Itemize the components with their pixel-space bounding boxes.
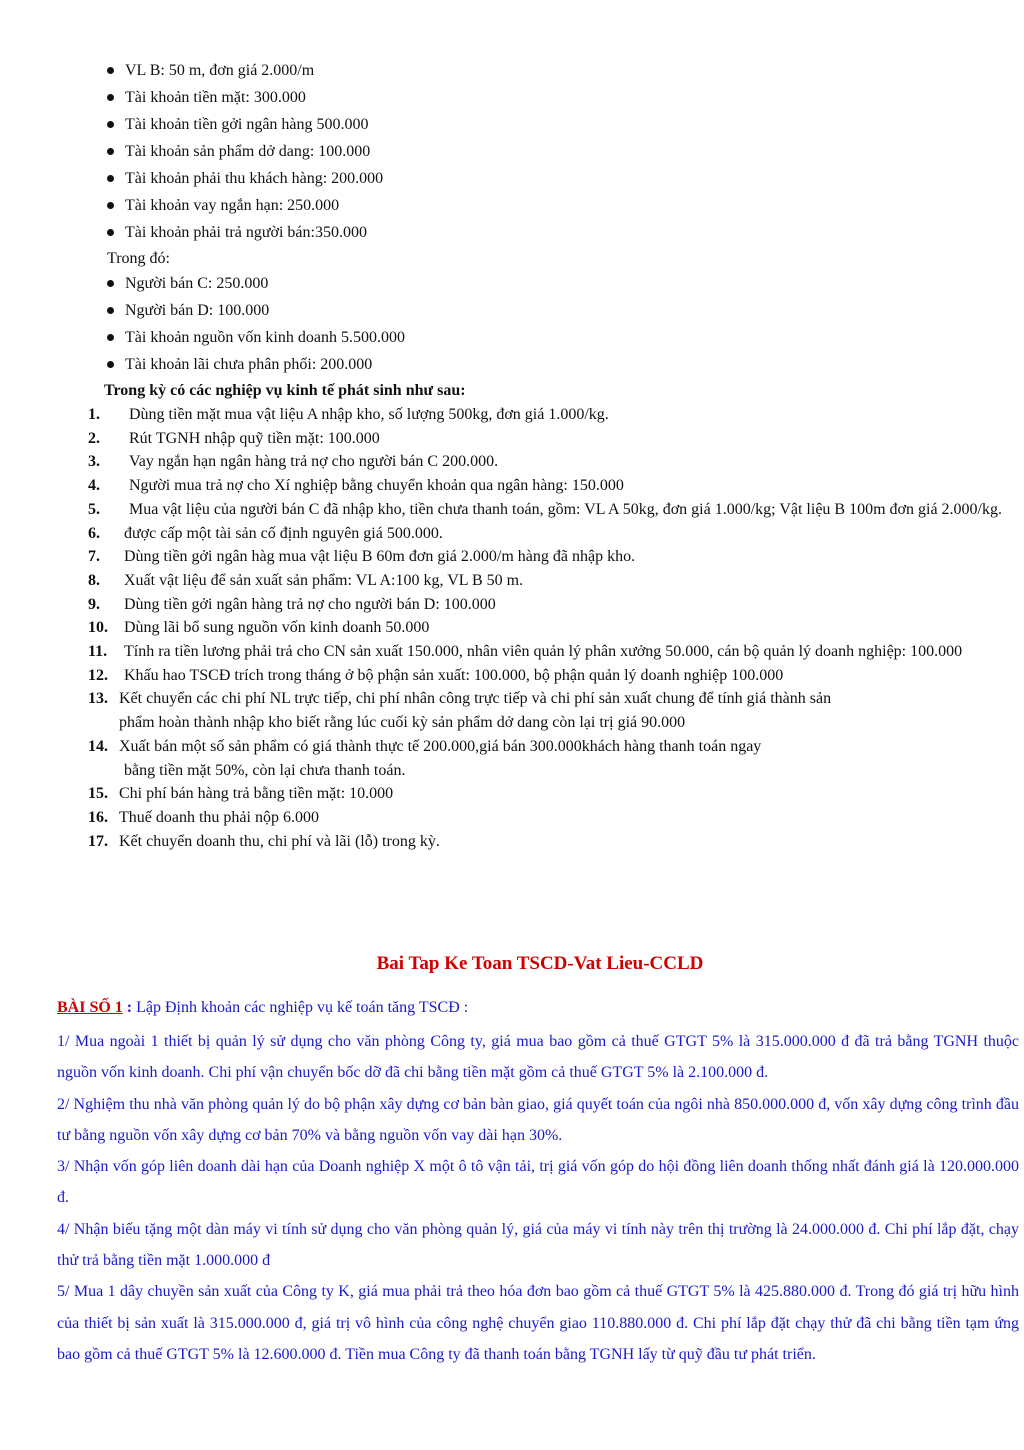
list-item: 16. Thuế doanh thu phải nộp 6.000: [88, 808, 319, 826]
list-item: 11. Tính ra tiền lương phải trả cho CN sản xuất 150.000, nhân viên quản lý phân xưởng 50.000, cán bộ quản lý doanh nghiệp: 100.000: [88, 643, 963, 661]
bullet-icon: [107, 67, 114, 74]
section-title: Bai Tap Ke Toan TSCD-Vat Lieu-CCLD: [376, 953, 704, 974]
list-item: 15. Chi phí bán hàng trả bằng tiền mặt: 10.000: [88, 785, 394, 803]
list-item: 10. Dùng lãi bổ sung nguồn vốn kinh doanh 50.000: [88, 619, 430, 637]
list-item: Tài khoản phải trả người bán:350.000: [107, 220, 405, 247]
list-item: 5. Mua vật liệu của người bán C đã nhập kho, tiền chưa thanh toán, gồm: VL A 50kg, đơn giá 1.000/kg; Vật liệu B 100m đơn giá 2.000/kg.: [88, 500, 1002, 518]
list-item: 7. Dùng tiền gởi ngân hàg mua vật liệu B 60m đơn giá 2.000/m hàng đã nhập kho.: [88, 548, 636, 566]
exercise-list: [57, 1026, 1019, 1370]
bullet-icon: [107, 148, 114, 155]
list-item: 6. được cấp một tài sản cố định nguyên giá 500.000.: [88, 524, 443, 542]
list-item: 17. Kết chuyển doanh thu, chi phí và lãi (lỗ) trong kỳ.: [88, 832, 440, 850]
list-item: 14. Xuất bán một số sản phẩm có giá thành thực tế 200.000,giá bán 300.000khách hàng thanh toán ngay bằng tiền mặt 50%, còn lại chưa thanh toán.: [88, 737, 762, 779]
list-item: Tài khoản phải thu khách hàng: 200.000: [107, 166, 405, 193]
list-item: Tài khoản tiền gởi ngân hàng 500.000: [107, 112, 405, 139]
list-item: 12. Khấu hao TSCĐ trích trong tháng ở bộ phận sản xuất: 100.000, bộ phận quản lý doanh nghiệp 100.000: [88, 666, 784, 684]
list-item: 2. Rút TGNH nhập quỹ tiền mặt: 100.000: [88, 429, 380, 447]
list-item: 8. Xuất vật liệu để sản xuất sản phẩm: VL A:100 kg, VL B 50 m.: [88, 571, 524, 589]
list-item: 13. Kết chuyển các chi phí NL trực tiếp, chi phí nhân công trực tiếp và chi phí sản xuất chung để tính giá thành sản phẩm hoàn thành nhập kho biết rằng lúc cuối kỳ sản phẩm dở dang còn lại trị giá 90.000: [88, 690, 832, 732]
exercise-colon: :: [122, 999, 133, 1016]
list-item: 3. Vay ngắn hạn ngân hàng trả nợ cho người bán C 200.000.: [88, 453, 499, 471]
exercise-description: Lập Định khoản các nghiệp vụ kế toán tăng TSCĐ :: [132, 999, 469, 1016]
list-item: Tài khoản nguồn vốn kinh doanh 5.500.000: [107, 325, 405, 352]
list-item: Tài khoản lãi chưa phân phối: 200.000: [107, 352, 405, 379]
bullet-icon: [107, 280, 114, 287]
list-item: Tài khoản vay ngắn hạn: 250.000: [107, 193, 405, 220]
bullet-icon: [107, 307, 114, 314]
bullet-icon: [107, 175, 114, 182]
balance-list: [107, 58, 405, 379]
list-item: VL B: 50 m, đơn giá 2.000/m: [107, 58, 405, 85]
list-item: 4. Người mua trả nợ cho Xí nghiệp bằng chuyển khoản qua ngân hàng: 150.000: [88, 477, 624, 495]
bullet-icon: [107, 361, 114, 368]
exercise-item: 3/ Nhận vốn góp liên doanh dài hạn của Doanh nghiệp X một ô tô vận tải, trị giá vốn góp do hội đồng liên doanh thống nhất đánh giá là 120.000.000 đ.: [57, 1158, 1019, 1207]
list-item: 1. Dùng tiền mặt mua vật liệu A nhập kho, số lượng 500kg, đơn giá 1.000/kg.: [88, 406, 609, 423]
exercise-label: BÀI SỐ 1: [57, 999, 123, 1016]
transactions-heading: Trong kỳ có các nghiệp vụ kinh tế phát sinh như sau:: [104, 382, 466, 399]
exercise-item: 5/ Mua 1 dây chuyền sản xuất của Công ty K, giá mua phải trả theo hóa đơn bao gồm cả thuế GTGT 5% là 425.880.000 đ. Trong đó giá trị hữu hình của thiết bị sản xuất là 315.000.000 đ, giá trị vô hình của công nghệ chuyển giao 110.880.000 đ. Chi phí lắp đặt chạy thử đã chi bằng tiền tạm ứng bao gồm cả thuế GTGT 5% là 12.600.000 đ. Tiền mua Công ty đã thanh toán bằng TGNH lấy từ quỹ đầu tư phát triển.: [57, 1283, 1019, 1363]
list-item: Người bán D: 100.000: [107, 298, 405, 325]
bullet-icon: [107, 334, 114, 341]
list-item: Tài khoản tiền mặt: 300.000: [107, 85, 405, 112]
list-item: 9. Dùng tiền gởi ngân hàng trả nợ cho người bán D: 100.000: [88, 595, 496, 613]
list-item: Người bán C: 250.000: [107, 271, 405, 298]
list-item: Tài khoản sản phẩm dở dang: 100.000: [107, 139, 405, 166]
bullet-icon: [107, 121, 114, 128]
trong-do-label: Trong đó:: [107, 250, 170, 267]
exercise-item: 1/ Mua ngoài 1 thiết bị quản lý sử dụng cho văn phòng Công ty, giá mua bao gồm cả thuế GTGT 5% là 315.000.000 đ đã trả bằng TGNH thuộc nguồn vốn kinh doanh. Chi phí vận chuyển bốc dỡ đã chi bằng tiền mặt gồm cả thuế GTGT 5% là 2.100.000 đ.: [57, 1033, 1019, 1082]
exercise-heading: [57, 996, 1019, 1020]
bullet-icon: [107, 94, 114, 101]
bullet-icon: [107, 202, 114, 209]
exercise-item: 2/ Nghiệm thu nhà văn phòng quản lý do bộ phận xây dựng cơ bản bàn giao, giá quyết toán của ngôi nhà 850.000.000 đ, vốn xây dựng công trình đầu tư bằng nguồn vốn xây dựng cơ bản 70% và bằng nguồn vốn vay dài hạn 30%.: [57, 1095, 1019, 1144]
transaction-list: [88, 403, 1024, 853]
bullet-icon: [107, 229, 114, 236]
exercise-item: 4/ Nhận biếu tặng một dàn máy vi tính sử dụng cho văn phòng quản lý, giá của máy vi tính này trên thị trường là 24.000.000 đ. Chi phí lắp đặt, chạy thử trả bằng tiền mặt 1.000.000 đ: [57, 1220, 1019, 1270]
